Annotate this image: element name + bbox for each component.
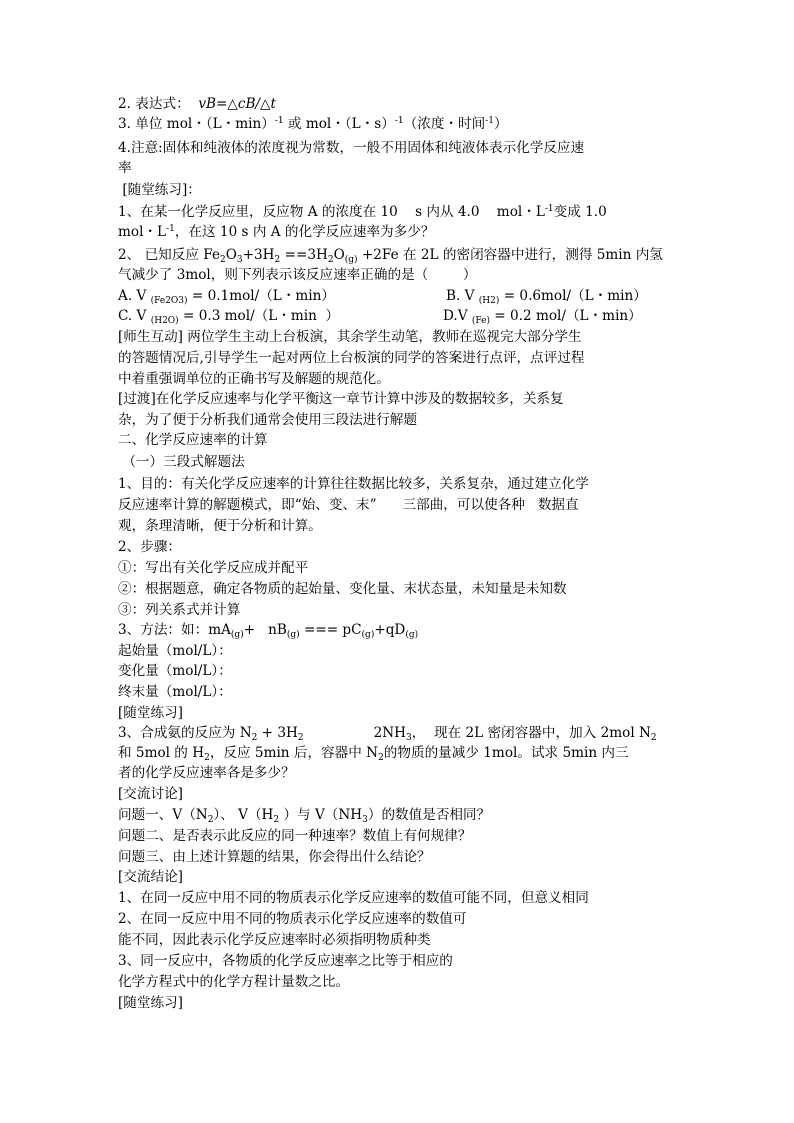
method-line: 3、方法：如：$mA_{(g)}+ nB_{(g)}$ === $pC_{(g)}+qD_{(g)}$: [118, 622, 419, 640]
conclusion-2: 2、在同一反应中用不同的物质表示化学反应速率的数值可: [118, 911, 467, 927]
purpose-line-3: 观，条理清晰，便于分析和计算。: [118, 518, 322, 534]
question-3-line-2: 和 5mol 的 $H_2$，反应 5min 后，容器中 $N_2$的物质的量减少 1mol。试求 5min 内三: [118, 745, 629, 763]
interaction-line-2: 的答题情况后,引导学生一起对两位上台板演的同学的答案进行点评，点评过程: [118, 350, 585, 366]
transition-line-1: [过渡]在化学反应速率与化学平衡这一章节计算中涉及的数据较多，关系复: [118, 391, 564, 407]
question-3-line-3: 者的化学反应速率各是多少？: [118, 765, 295, 781]
step-2: ②：根据题意，确定各物质的起始量、变化量、末状态量，未知量是未知数: [118, 581, 567, 597]
conclusion-2-cont: 能不同，因此表示化学反应速率时必须指明物质种类: [118, 932, 431, 948]
option-a: A. V $_{(Fe2O3)}$ = 0.1mol/（L・min）: [118, 288, 336, 306]
option-d: D.V $_{(Fe)}$ = 0.2 mol/（L・min）: [443, 308, 642, 326]
step-1: ①：写出有关化学反应成并配平: [118, 560, 309, 576]
practice-title-3: [随堂练习]: [118, 995, 183, 1011]
conclusion-3: 3、同一反应中，各物质的化学反应速率之比等于相应的: [118, 953, 453, 969]
steps-title: 2、步骤：: [118, 539, 182, 555]
subsection-heading: （一）三段式解题法: [118, 454, 245, 470]
purpose-line-2: 反应速率计算的解题模式，即“始、变、末” 三部曲，可以使各种 数据直: [118, 497, 579, 513]
discussion-title: [交流讨论]: [118, 786, 183, 802]
purpose-line-1: 1、目的：有关化学反应速率的计算往往数据比较多，关系复杂，通过建立化学: [118, 476, 589, 492]
question-1-line-1: 1、在某一化学反应里，反应物 A 的浓度在 10 s 内从 4.0 mol・$L^{-1}$变成 1.0: [118, 204, 607, 220]
section-heading: 二、化学反应速率的计算: [118, 432, 268, 448]
conclusion-1: 1、在同一反应中用不同的物质表示化学反应速率的数值可能不同，但意义相同: [118, 890, 589, 906]
practice-title-1: [随堂练习]：: [118, 182, 201, 198]
unit-line: 3. 单位 mol・（L・min）$^{-1}$ 或 mol・（L・s）$^{-1}$（浓度・时间$^{-1}$）: [118, 116, 508, 132]
interaction-line-3: 中着重强调单位的正确书写及解题的规范化。: [118, 371, 390, 387]
discussion-question-1: 问题一、$V(N_2)$、 $V(H_2$ ）与 $V(NH_3)$的数值是否相同？: [118, 807, 491, 825]
final-amount: 终末量（mol/L）：: [118, 684, 232, 700]
conclusion-title: [交流结论]: [118, 869, 183, 885]
option-c: C. V $_{(H2O)}$ = 0.3 mol/（L・min ）: [118, 308, 340, 326]
question-2-line-2: 气减少了 3mol，则下列表示该反应速率正确的是（ ）: [118, 267, 477, 283]
question-1-line-2: mol・$L^{-1}$，在这 10 s 内 A 的化学反应速率为多少？: [118, 224, 435, 240]
interaction-line-1: [师生互动] 两位学生主动上台板演，其余学生动笔，教师在巡视完大部分学生: [118, 329, 582, 345]
practice-title-2: [随堂练习]: [118, 705, 183, 721]
expression-line: 2. 表达式： vB=△cB/△t: [118, 96, 276, 112]
note-line-1: 4.注意:固体和纯液体的浓度视为常数，一般不用固体和纯液体表示化学反应速: [118, 140, 585, 156]
note-line-2: 率: [118, 160, 132, 176]
discussion-question-2: 问题二、是否表示此反应的同一种速率？数值上有何规律？: [118, 828, 472, 844]
question-3-line-1: 3、合成氨的反应为 $N_2 + 3H_2$ $2NH_3$， 现在 2L 密闭容器中，加入 2mol $N_2$: [118, 725, 657, 743]
conclusion-3-cont: 化学方程式中的化学方程计量数之比。: [118, 974, 350, 990]
discussion-question-3: 问题三、由上述计算题的结果，你会得出什么结论？: [118, 849, 431, 865]
question-2-line-1: 2、 已知反应 $Fe_2O_3+3H_2 ==3H_2O_{(g)} +2Fe$ 在 2L 的密闭容器中进行，测得 5min 内氢: [118, 247, 663, 265]
transition-line-2: 杂，为了便于分析我们通常会使用三段法进行解题: [118, 412, 418, 428]
step-3: ③：列关系式并计算: [118, 602, 241, 618]
option-b: B. V $_{(H2)}$ = 0.6mol/（L・min）: [446, 288, 647, 306]
change-amount: 变化量（mol/L）：: [118, 663, 232, 679]
initial-amount: 起始量（mol/L）：: [118, 643, 232, 659]
